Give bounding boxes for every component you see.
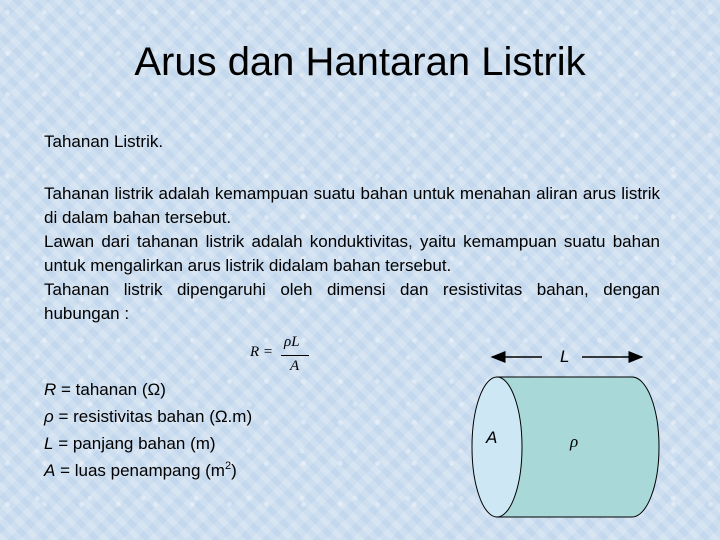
legend-item-area <box>44 457 252 484</box>
resistivity-label: ρ <box>570 432 579 451</box>
paragraph-relationship: Tahanan listrik dipengaruhi oleh dimensi dan resistivitas bahan, dengan hubungan : <box>44 280 660 323</box>
slide-title: Arus dan Hantaran Listrik <box>134 40 586 84</box>
variable-legend <box>44 376 252 484</box>
formula-denominator: A <box>290 358 300 374</box>
formula-numerator: ρL <box>284 334 300 350</box>
slide-subtitle: Tahanan Listrik. <box>44 132 164 151</box>
length-label: L <box>560 347 570 366</box>
legend-superscript: 2 <box>224 460 232 472</box>
formula-fraction-bar <box>281 355 309 356</box>
conductor-diagram <box>470 340 670 530</box>
legend-symbol: L <box>44 434 54 453</box>
paragraph-conductivity: Lawan dari tahanan listrik adalah konduktivitas, yaitu kemampuan suatu bahan untuk mengalirkan arus listrik didalam bahan tersebut. <box>44 232 660 275</box>
legend-item-resistivity <box>44 403 252 430</box>
paragraph-definition: Tahanan listrik adalah kemampuan suatu bahan untuk menahan aliran arus listrik di dalam bahan tersebut. <box>44 184 660 227</box>
legend-item-resistance <box>44 376 252 403</box>
legend-text: = resistivitas bahan (Ω.m) <box>53 407 253 426</box>
legend-symbol: A <box>44 461 56 480</box>
body-text <box>44 182 660 326</box>
legend-item-length <box>44 430 252 457</box>
legend-text: = tahanan (Ω) <box>56 380 166 399</box>
legend-symbol: ρ <box>44 407 54 426</box>
resistance-formula <box>246 332 326 382</box>
legend-symbol: R <box>44 380 57 399</box>
legend-text: = luas penampang (m <box>55 461 225 480</box>
area-label: A <box>486 428 498 447</box>
legend-tail: ) <box>231 461 237 480</box>
legend-text: = panjang bahan (m) <box>53 434 216 453</box>
formula-lhs: R = <box>250 344 274 360</box>
